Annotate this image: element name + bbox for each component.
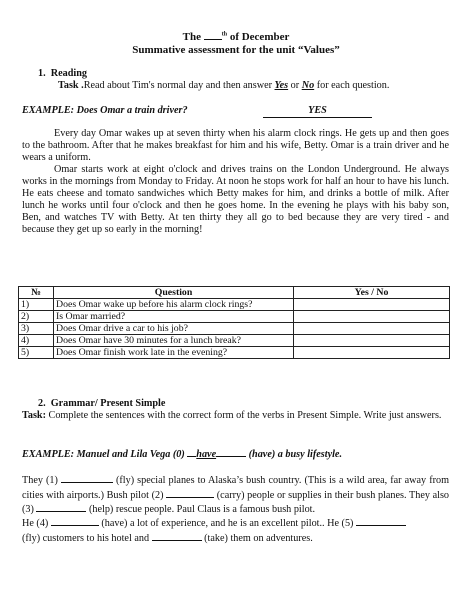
answer-cell[interactable]: [294, 347, 450, 359]
section1-task: [58, 80, 458, 92]
grammar-example: [22, 447, 342, 461]
page-subtitle: Summative assessment for the unit “Values”: [132, 44, 340, 56]
gap-text: (fly) customers to his hotel and: [22, 532, 152, 544]
row-question: Does Omar finish work late in the evening?: [54, 347, 294, 359]
gap-5-blank[interactable]: [356, 516, 406, 526]
section1-number: 1.: [38, 68, 46, 79]
answer-cell[interactable]: [294, 323, 450, 335]
gap-text: (have) a lot of experience, and he is an excellent pilot.. He (5): [98, 518, 356, 529]
gap-text: (take) them on adventures.: [201, 532, 313, 544]
table-row: [19, 335, 450, 347]
page-title: [0, 30, 472, 43]
gap-text: (fly) special planes to Alaska’s bush country. (This is a wild area, far away from cities with airports.) Bush pilot (2): [22, 475, 449, 501]
row-question: Is Omar married?: [54, 311, 294, 323]
task-yes: Yes: [274, 80, 289, 91]
header-question: Question: [54, 287, 294, 299]
row-question: Does Omar have 30 minutes for a lunch break?: [54, 335, 294, 347]
gap-3-blank[interactable]: [36, 502, 86, 512]
header-yes-no: Yes / No: [294, 287, 450, 299]
grammar-example-label: EXAMPLE: Manuel and Lila Vega (0): [22, 449, 188, 460]
reading-paragraph-1: Every day Omar wakes up at seven thirty when his alarm clock rings. He gets up and then goes to the bathroom. After that he makes breakfast for him and his wife, Betty. Omar is a train driver and he wears a uniform.: [22, 128, 449, 163]
gap-text: He (4): [22, 518, 51, 529]
table-row: [19, 323, 450, 335]
grammar-paragraph-1: [22, 473, 449, 517]
example-blank-right: [216, 447, 246, 457]
table-row: [19, 299, 450, 311]
section1-heading: [38, 68, 87, 80]
gap-1-blank[interactable]: [61, 473, 113, 483]
reading-example: EXAMPLE: Does Omar a train driver?: [22, 105, 188, 116]
task-label: Task .: [58, 80, 84, 91]
answer-cell[interactable]: [294, 335, 450, 347]
grammar-paragraph-2: [22, 516, 452, 545]
header-number: №: [19, 287, 54, 299]
task-or: or: [288, 80, 302, 91]
title-prefix: The: [182, 31, 204, 43]
section2-number: 2.: [38, 398, 46, 409]
task2-label: Task:: [22, 410, 46, 421]
gap-4-blank[interactable]: [51, 516, 99, 526]
gap-6-blank[interactable]: [152, 531, 202, 541]
row-number: 1): [19, 299, 54, 311]
task2-text: Complete the sentences with the correct form of the verbs in Present Simple. Write just answers.: [45, 410, 442, 421]
row-number: 5): [19, 347, 54, 359]
section2-heading: [38, 398, 165, 410]
table-row: [19, 311, 450, 323]
grammar-example-end: (have) a busy lifestyle.: [246, 449, 342, 460]
reading-paragraph-2: Omar starts work at eight o'clock and drives trains on the London Underground. He always works in the mornings from Monday to Friday. At noon he stops work for half an hour to have his lunch. He eats cheese and tomato sandwiches which Betty makes for him, and drinks a bottle of milk. After lunch he works until four o'clock and then he goes home. In the evening he plays with his baby son, Ben, and watches TV with Betty. At ten thirty they all go to bed because they are very tired - and because they get up so early in the morning!: [22, 164, 449, 235]
grammar-example-answer: have: [196, 449, 217, 460]
answer-cell[interactable]: [294, 299, 450, 311]
row-number: 4): [19, 335, 54, 347]
section1-title: Reading: [50, 68, 87, 79]
section2-title: Grammar/ Present Simple: [50, 398, 166, 409]
row-number: 3): [19, 323, 54, 335]
reading-example-answer-text: YES: [308, 105, 327, 116]
table-row: [19, 347, 450, 359]
gap-2-blank[interactable]: [166, 488, 214, 498]
title-suffix: of December: [227, 31, 290, 43]
reading-example-answer: [263, 105, 372, 118]
row-question: Does Omar drive a car to his job?: [54, 323, 294, 335]
gap-text: They (1): [22, 475, 61, 486]
questions-table: [18, 286, 450, 359]
answer-cell[interactable]: [294, 311, 450, 323]
title-superscript: th: [221, 31, 228, 38]
example-blank-left: [187, 447, 196, 457]
section2-task: [22, 410, 447, 422]
task-no: No: [301, 80, 315, 91]
row-question: Does Omar wake up before his alarm clock rings?: [54, 299, 294, 311]
table-header-row: [19, 287, 450, 299]
row-number: 2): [19, 311, 54, 323]
date-blank: [204, 30, 222, 40]
gap-text: (help) rescue people. Paul Claus is a famous bush pilot.: [86, 504, 316, 516]
task-text-end: for each question.: [314, 80, 390, 91]
gap-text: (carry) people or supplies in their bush planes. They also (3): [22, 489, 449, 516]
task-text: Read about Tim's normal day and then answer: [83, 80, 275, 91]
